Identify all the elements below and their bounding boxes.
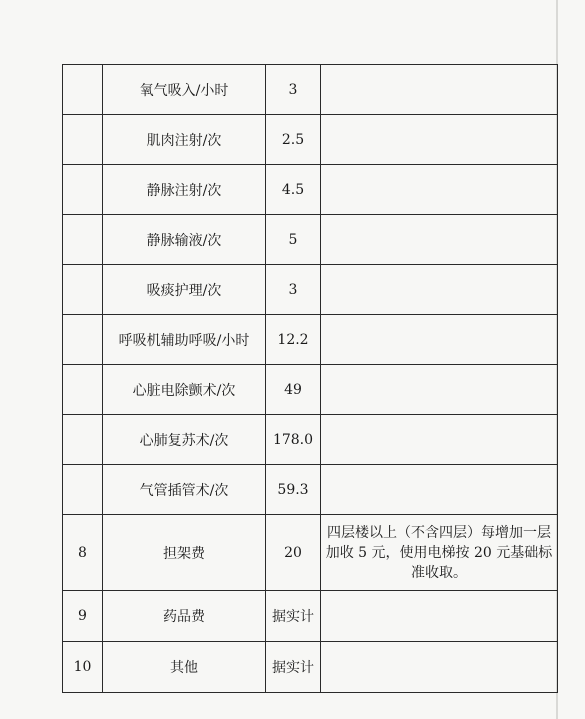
item-note xyxy=(321,265,558,315)
row-number xyxy=(63,315,103,365)
row-number xyxy=(63,415,103,465)
item-name: 药品费 xyxy=(103,591,266,642)
table-row xyxy=(63,165,558,215)
table-row xyxy=(63,65,558,115)
table-row xyxy=(63,115,558,165)
row-number xyxy=(63,265,103,315)
item-price: 12.2 xyxy=(266,315,321,365)
item-name: 心肺复苏术/次 xyxy=(103,415,266,465)
item-name: 静脉注射/次 xyxy=(103,165,266,215)
item-name: 其他 xyxy=(103,642,266,693)
item-note: 四层楼以上（不含四层）每增加一层加收 5 元，使用电梯按 20 元基础标准收取。 xyxy=(321,515,558,591)
fee-table xyxy=(62,64,558,693)
item-price: 3 xyxy=(266,265,321,315)
table-row xyxy=(63,265,558,315)
item-price: 49 xyxy=(266,365,321,415)
item-name: 呼吸机辅助呼吸/小时 xyxy=(103,315,266,365)
table-row xyxy=(63,465,558,515)
row-number: 9 xyxy=(63,591,103,642)
item-price: 据实计 xyxy=(266,591,321,642)
item-note xyxy=(321,465,558,515)
row-number: 8 xyxy=(63,515,103,591)
table-row xyxy=(63,591,558,642)
table-row xyxy=(63,365,558,415)
item-price: 59.3 xyxy=(266,465,321,515)
row-number xyxy=(63,215,103,265)
item-note xyxy=(321,315,558,365)
item-price: 3 xyxy=(266,65,321,115)
item-name: 吸痰护理/次 xyxy=(103,265,266,315)
table-row xyxy=(63,215,558,265)
item-name: 心脏电除颤术/次 xyxy=(103,365,266,415)
item-note xyxy=(321,215,558,265)
item-note xyxy=(321,115,558,165)
row-number xyxy=(63,165,103,215)
item-note xyxy=(321,365,558,415)
row-number xyxy=(63,465,103,515)
item-price: 20 xyxy=(266,515,321,591)
item-note xyxy=(321,415,558,465)
row-number xyxy=(63,115,103,165)
item-name: 氧气吸入/小时 xyxy=(103,65,266,115)
table-row xyxy=(63,515,558,591)
item-price: 4.5 xyxy=(266,165,321,215)
item-note xyxy=(321,65,558,115)
item-note xyxy=(321,642,558,693)
row-number: 10 xyxy=(63,642,103,693)
row-number xyxy=(63,365,103,415)
item-price: 5 xyxy=(266,215,321,265)
table-row xyxy=(63,315,558,365)
item-name: 担架费 xyxy=(103,515,266,591)
item-price: 2.5 xyxy=(266,115,321,165)
item-price: 据实计 xyxy=(266,642,321,693)
item-name: 肌肉注射/次 xyxy=(103,115,266,165)
item-price: 178.0 xyxy=(266,415,321,465)
table-row xyxy=(63,642,558,693)
item-name: 静脉输液/次 xyxy=(103,215,266,265)
table-row xyxy=(63,415,558,465)
item-name: 气管插管术/次 xyxy=(103,465,266,515)
row-number xyxy=(63,65,103,115)
item-note xyxy=(321,591,558,642)
item-note xyxy=(321,165,558,215)
